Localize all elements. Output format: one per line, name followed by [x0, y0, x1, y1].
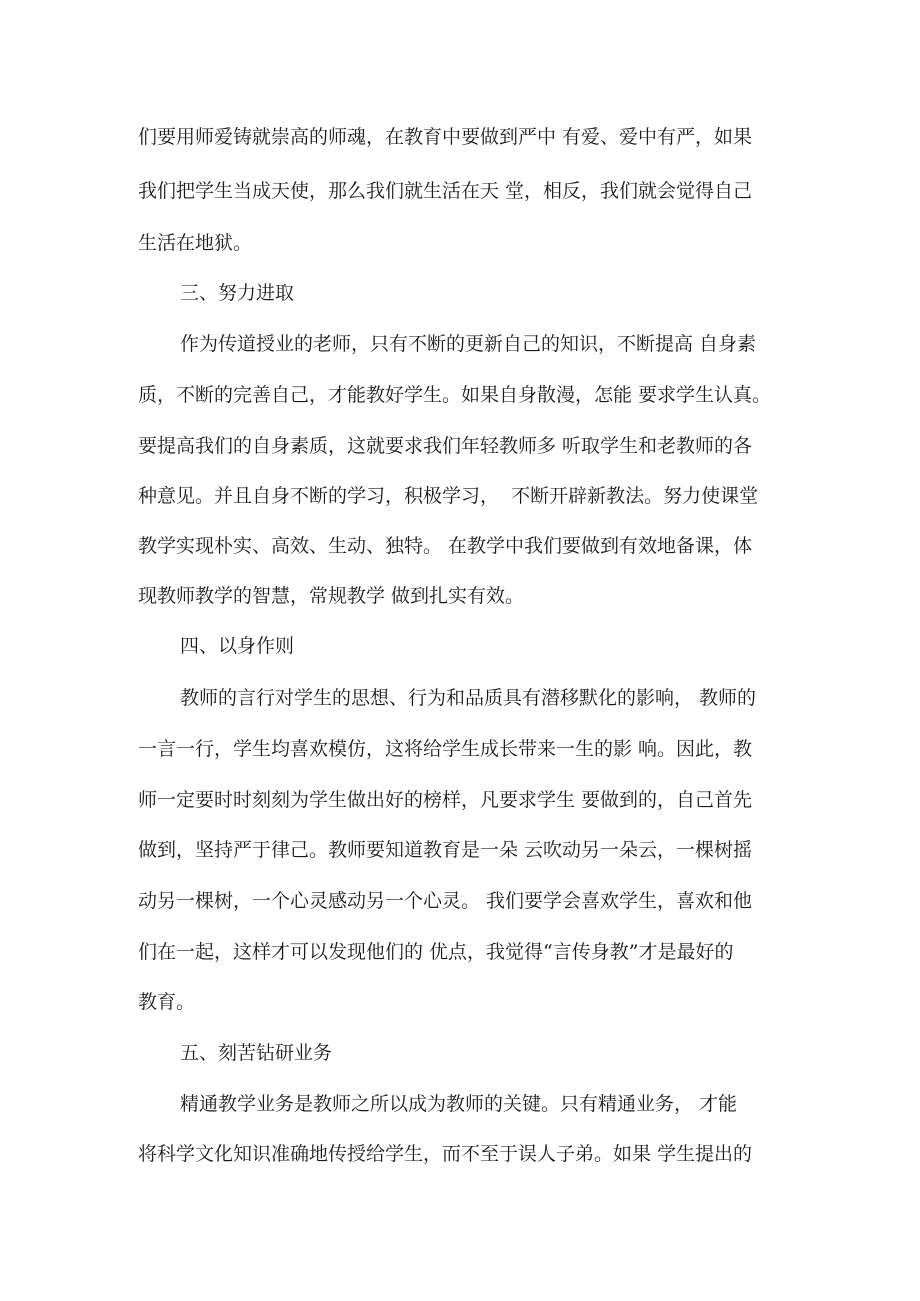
text-line: 我们把学生当成天使，那么我们就生活在天 堂，相反，我们就会觉得自己 — [138, 180, 753, 202]
text-line: 现教师教学的智慧，常规教学 做到扎实有效。 — [138, 585, 525, 607]
text-line: 教师的言行对学生的思想、行为和品质具有潜移默化的影响， 教师的 — [180, 687, 757, 709]
section-heading: 三、努力进取 — [180, 282, 295, 304]
text-line: 一言一行，学生均喜欢模仿，这将给学生成长带来一生的影 响。因此，教 — [138, 738, 753, 760]
text-line: 教学实现朴实、高效、生动、独特。 在教学中我们要做到有效地备课，体 — [138, 535, 753, 557]
text-line: 教育。 — [138, 991, 196, 1013]
text-line: 们在一起，这样才可以发现他们的 优点，我觉得“言传身教”才是最好的 — [138, 941, 734, 963]
section-heading: 五、刻苦钻研业务 — [180, 1042, 333, 1064]
text-line: 质，不断的完善自己，才能教好学生。如果自身散漫，怎能 要求学生认真。 — [138, 384, 772, 406]
text-line: 们要用师爱铸就崇高的师魂，在教育中要做到严中 有爱、爱中有严，如果 — [138, 126, 753, 148]
text-line: 动另一棵树，一个心灵感动另一个心灵。 我们要学会喜欢学生，喜欢和他 — [138, 890, 753, 912]
text-line: 做到，坚持严于律己。教师要知道教育是一朵 云吹动另一朵云，一棵树摇 — [138, 839, 753, 861]
section-heading: 四、以身作则 — [180, 635, 295, 657]
text-line: 作为传道授业的老师，只有不断的更新自己的知识，不断提高 自身素 — [180, 333, 757, 355]
text-line: 要提高我们的自身素质，这就要求我们年轻教师多 听取学生和老教师的各 — [138, 435, 753, 457]
text-line: 师一定要时时刻刻为学生做出好的榜样，凡要求学生 要做到的，自己首先 — [138, 789, 753, 811]
text-line: 种意见。并且自身不断的学习，积极学习， 不断开辟新教法。努力使课堂 — [138, 485, 759, 507]
text-line: 精通教学业务是教师之所以成为教师的关键。只有精通业务， 才能 — [180, 1093, 738, 1115]
text-line: 生活在地狱。 — [138, 232, 253, 254]
text-line: 将科学文化知识准确地传授给学生，而不至于误人子弟。如果 学生提出的 — [138, 1143, 753, 1165]
